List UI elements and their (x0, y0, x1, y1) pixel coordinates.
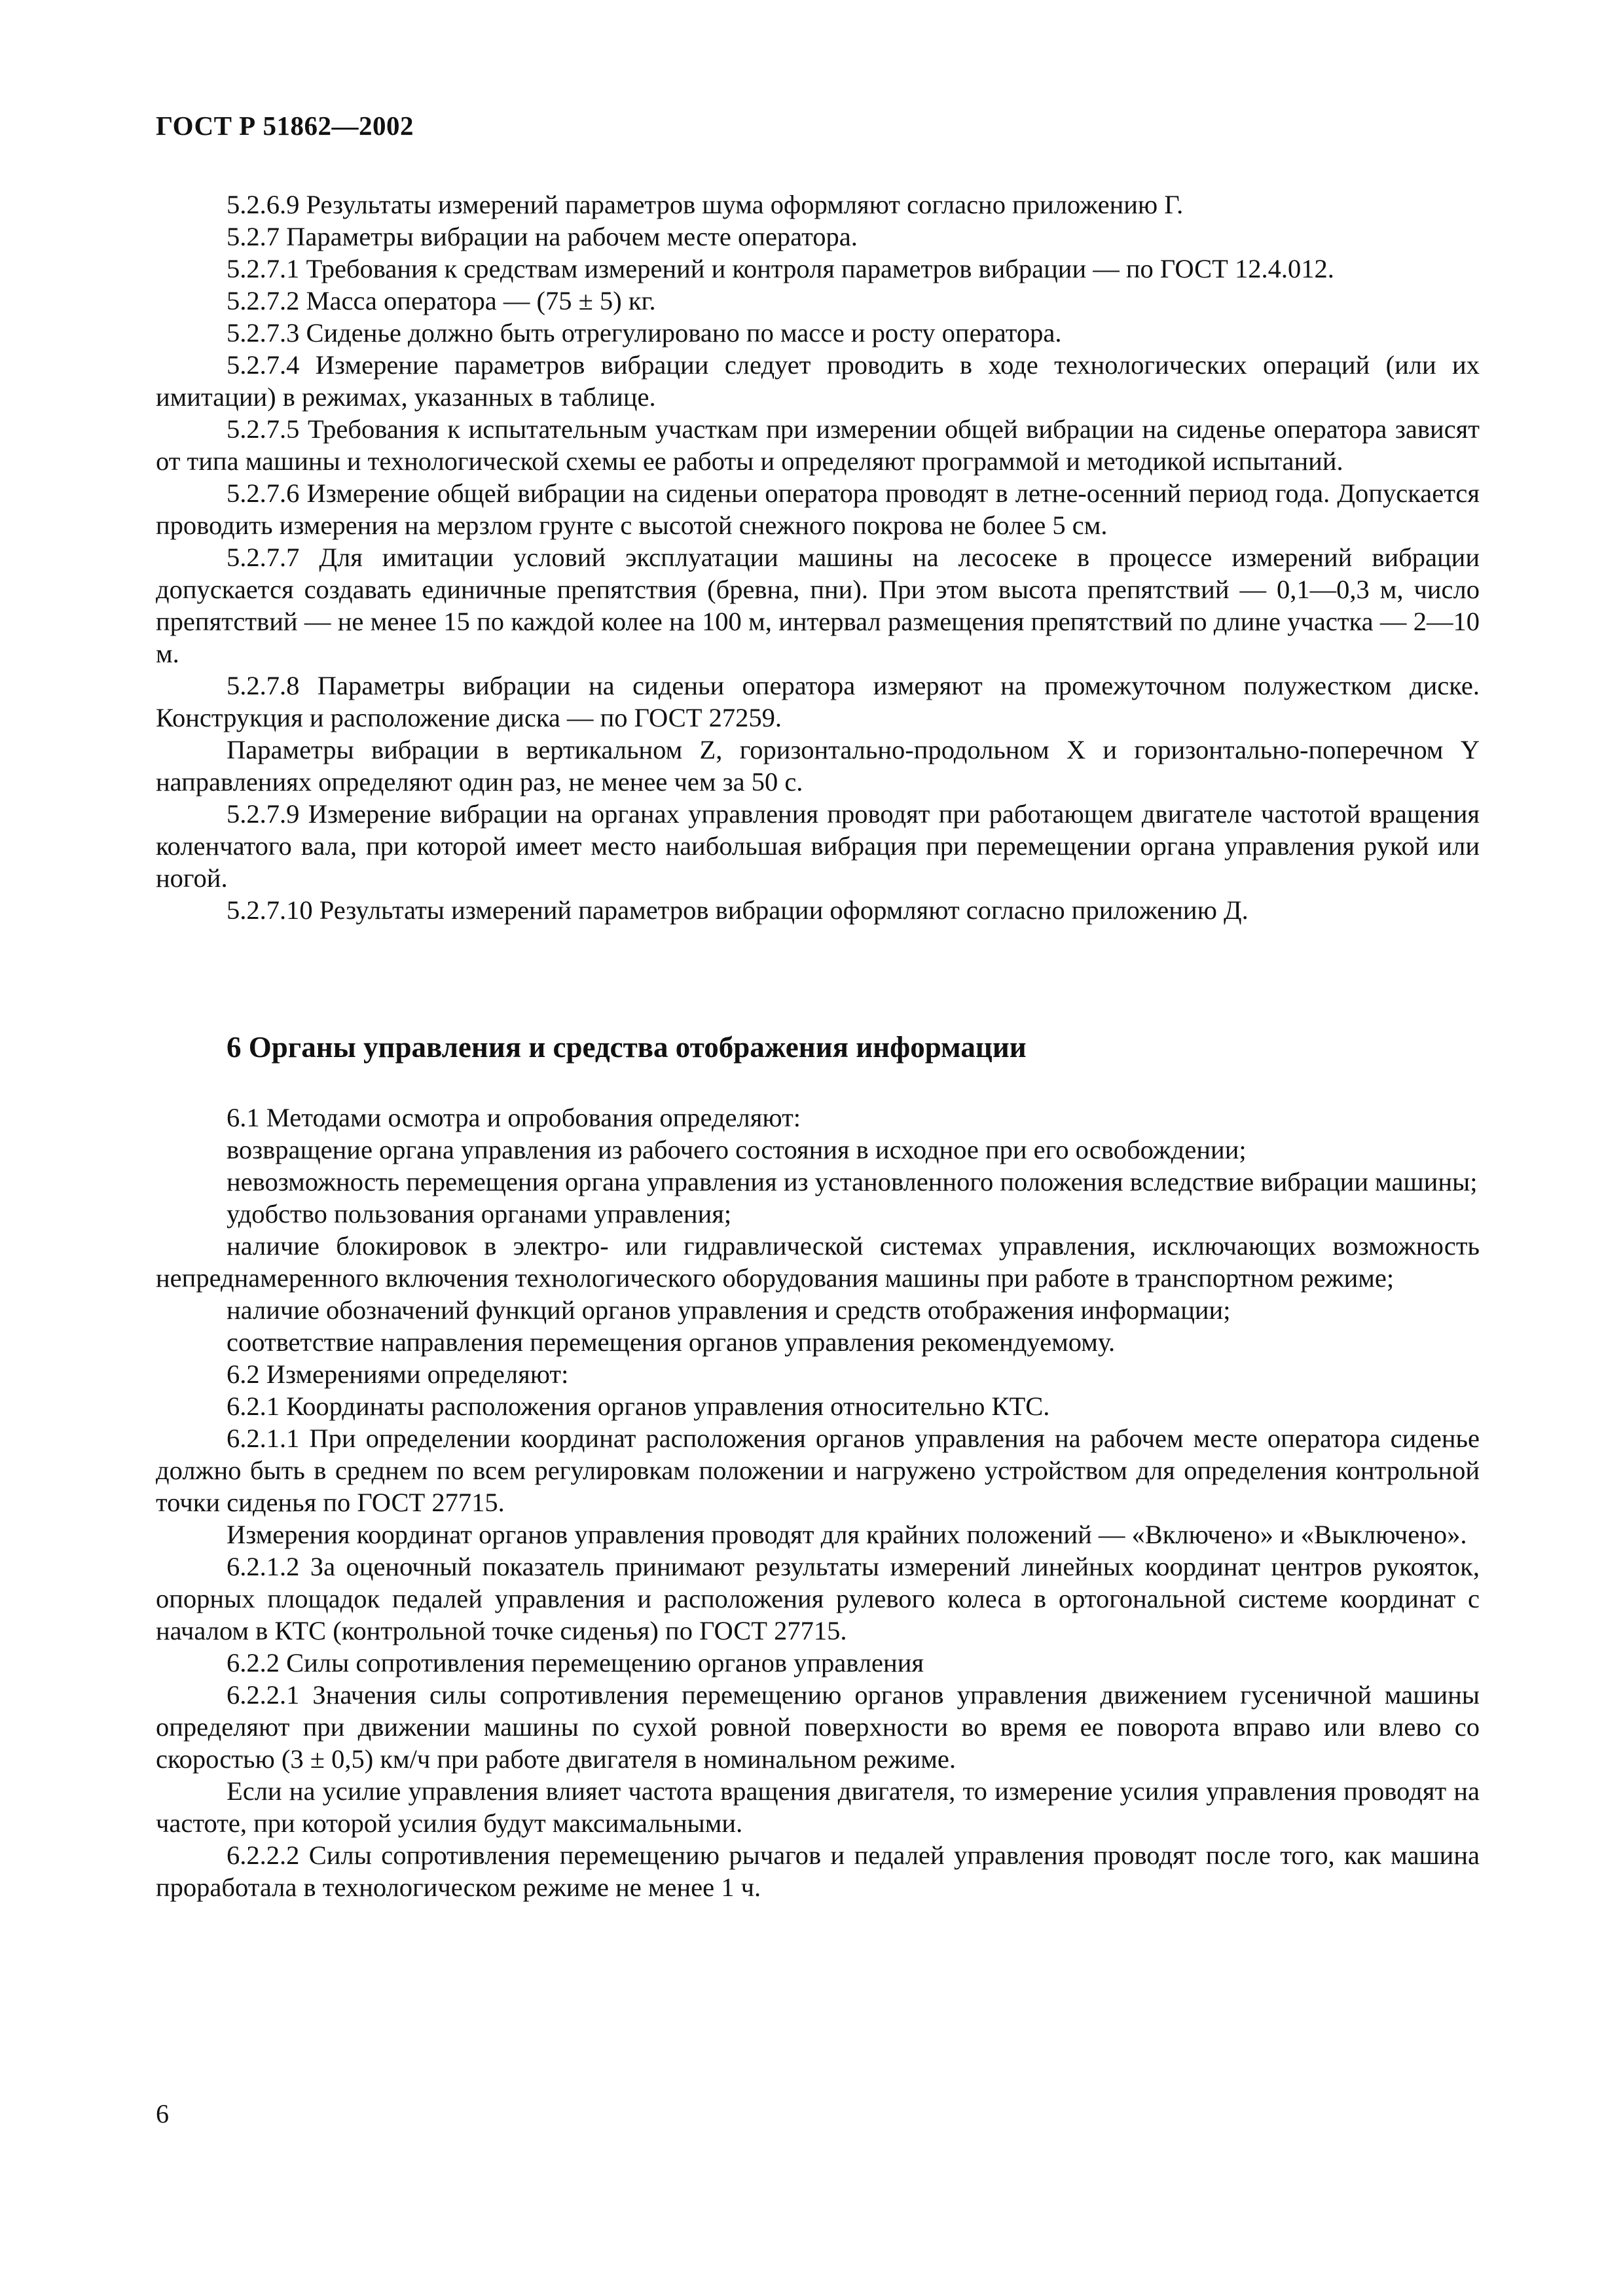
page-number: 6 (156, 2099, 169, 2128)
paragraph: 5.2.7.7 Для имитации условий эксплуатации машины на лесосеке в процессе измерений вибрации допускается создавать единичные препятствия (бревна, пни). При этом высота препятствий — 0,1—0,3 м, число препятствий — не менее 15 по каждой колее на 100 м, интервал размещения препятствий по длине участка — 2—10 м. (156, 543, 1480, 668)
paragraph: 6.2.2 Силы сопротивления перемещению органов управления (227, 1648, 924, 1677)
paragraph: 6.2.1 Координаты расположения органов управления относительно КТС. (227, 1391, 1050, 1421)
paragraph: наличие блокировок в электро- или гидравлической системах управления, исключающих возможность непреднамеренного включения технологического оборудования машины при работе в транспортном режиме; (156, 1231, 1480, 1293)
paragraph: 5.2.7.1 Требования к средствам измерений и контроля параметров вибрации — по ГОСТ 12.4.012. (227, 254, 1334, 283)
paragraph: невозможность перемещения органа управления из установленного положения вследствие вибрации машины; (227, 1167, 1478, 1196)
paragraph: 5.2.6.9 Результаты измерений параметров шума оформляют согласно приложению Г. (227, 190, 1184, 219)
paragraph: 5.2.7.8 Параметры вибрации на сиденьи оператора измеряют на промежуточном полужестком диске. Конструкция и расположение диска — по ГОСТ 27259. (156, 671, 1480, 732)
paragraph: 5.2.7.4 Измерение параметров вибрации следует проводить в ходе технологических операций (или их имитации) в режимах, указанных в таблице. (156, 350, 1480, 412)
paragraph: Параметры вибрации в вертикальном Z, горизонтально-продольном X и горизонтально-поперечном Y направлениях определяют один раз, не менее чем за 50 с. (156, 735, 1480, 797)
paragraph: 5.2.7.2 Масса оператора — (75 ± 5) кг. (227, 286, 656, 315)
paragraph: возвращение органа управления из рабочего состояния в исходное при его освобождении; (227, 1135, 1247, 1164)
paragraph: 5.2.7.10 Результаты измерений параметров вибрации оформляют согласно приложению Д. (227, 895, 1249, 925)
section-5-text (156, 188, 1480, 926)
paragraph: 6.2.1.2 За оценочный показатель принимают результаты измерений линейных координат центров рукояток, опорных площадок педалей управления и расположения рулевого колеса в ортогональной системе координат с началом в КТС (контрольной точке сиденья) по ГОСТ 27715. (156, 1552, 1480, 1645)
paragraph: удобство пользования органами управления; (227, 1199, 732, 1229)
paragraph: 5.2.7.5 Требования к испытательным участкам при измерении общей вибрации на сиденье оператора зависят от типа машины и технологической схемы ее работы и определяют программой и методикой испытаний. (156, 414, 1480, 476)
paragraph: Измерения координат органов управления проводят для крайних положений — «Включено» и «Выключено». (227, 1520, 1467, 1549)
paragraph: 6.2 Измерениями определяют: (227, 1359, 569, 1389)
section-6-title: 6 Органы управления и средства отображения информации (227, 1031, 1027, 1064)
paragraph: 5.2.7.9 Измерение вибрации на органах управления проводят при работающем двигателе частотой вращения коленчатого вала, при которой имеет место наибольшая вибрация при перемещении органа управления рукой или ногой. (156, 799, 1480, 893)
paragraph: 6.1 Методами осмотра и опробования определяют: (227, 1103, 801, 1132)
document-code: ГОСТ Р 51862—2002 (156, 111, 414, 141)
paragraph: 6.2.2.1 Значения силы сопротивления перемещению органов управления движением гусеничной машины определяют при движении машины по сухой ровной поверхности во время ее поворота вправо или влево со скоростью (3 ± 0,5) км/ч при работе двигателя в номинальном режиме. (156, 1680, 1480, 1774)
paragraph: 5.2.7.3 Сиденье должно быть отрегулировано по массе и росту оператора. (227, 318, 1062, 348)
paragraph: 5.2.7.6 Измерение общей вибрации на сиденьи оператора проводят в летне-осенний период года. Допускается проводить измерения на мерзлом грунте с высотой снежного покрова не более 5 см. (156, 478, 1480, 540)
paragraph: 5.2.7 Параметры вибрации на рабочем месте оператора. (227, 222, 858, 251)
paragraph: Если на усилие управления влияет частота вращения двигателя, то измерение усилия управления проводят на частоте, при которой усилия будут максимальными. (156, 1776, 1480, 1838)
section-6-text (156, 1102, 1480, 1903)
paragraph: соответствие направления перемещения органов управления рекомендуемому. (227, 1327, 1116, 1357)
paragraph: 6.2.2.2 Силы сопротивления перемещению рычагов и педалей управления проводят после того, как машина проработала в технологическом режиме не менее 1 ч. (156, 1840, 1480, 1902)
paragraph: наличие обозначений функций органов управления и средств отображения информации; (227, 1295, 1231, 1325)
paragraph: 6.2.1.1 При определении координат расположения органов управления на рабочем месте оператора сиденье должно быть в среднем по всем регулировкам положении и нагружено устройством для определения контрольной точки сиденья по ГОСТ 27715. (156, 1424, 1480, 1517)
